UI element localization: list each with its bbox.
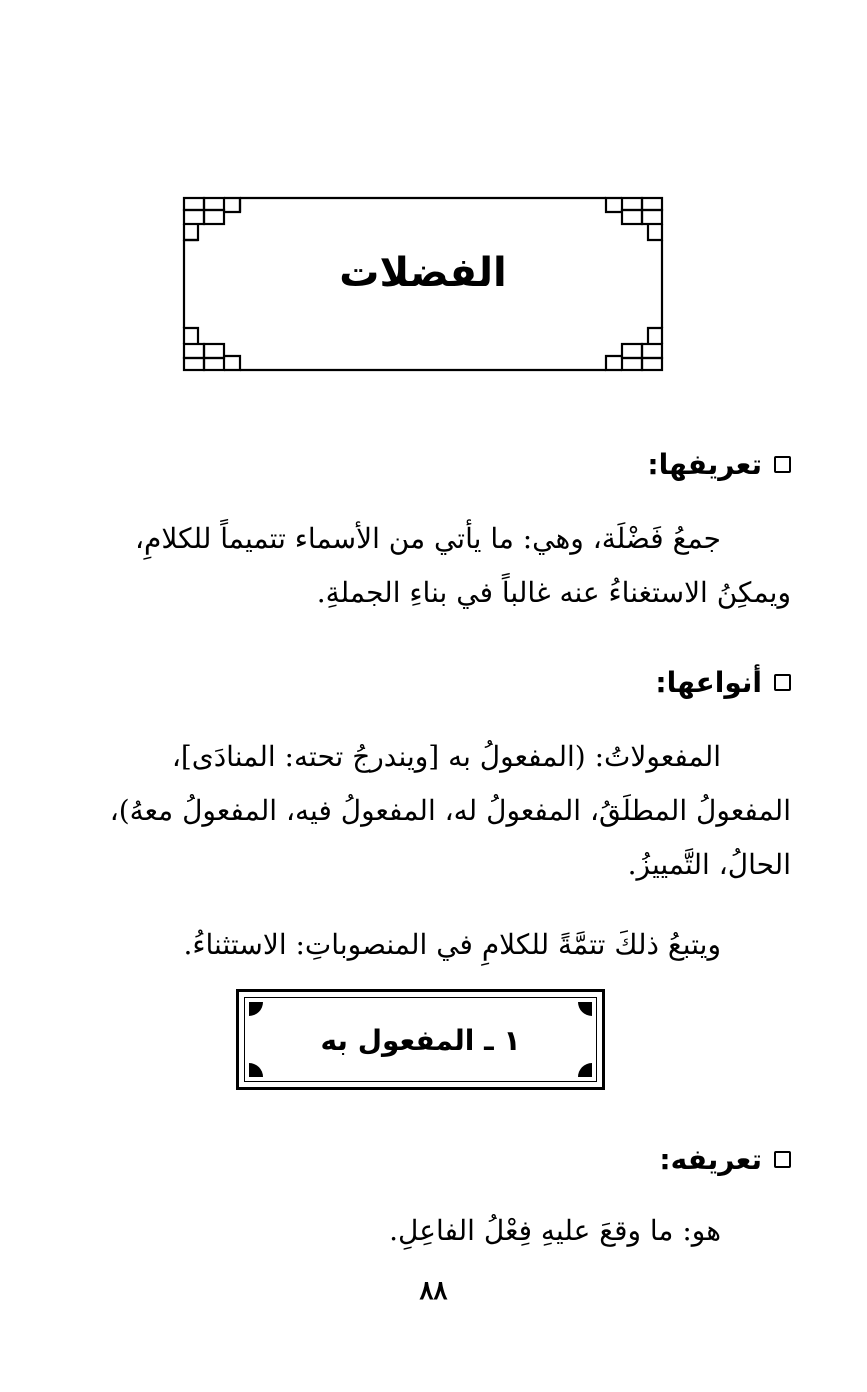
square-bullet-icon — [774, 456, 791, 473]
object-definition-heading — [659, 1143, 791, 1176]
corner-ornament-icon — [578, 1002, 592, 1016]
paragraph-line: جمعُ فَضْلَة، وهي: ما يأتي من الأسماء تتميماً للكلامِ، — [135, 522, 721, 555]
paragraph-line: ويمكِنُ الاستغناءُ عنه غالباً في بناءِ الجملةِ. — [316, 576, 791, 609]
types-heading — [655, 666, 791, 699]
paragraph-line: ويتبعُ ذلكَ تتمَّةً للكلامِ في المنصوباتِ: الاستثناءُ. — [183, 928, 721, 961]
paragraph-line: المفعولاتُ: (المفعولُ به [ويندرجُ تحته: المنادَى]، — [171, 740, 721, 773]
corner-ornament-icon — [249, 1002, 263, 1016]
corner-ornament-icon — [578, 1063, 592, 1077]
subsection-inner-border — [244, 997, 597, 1082]
chapter-title-frame — [178, 192, 668, 376]
definition-heading-label: تعريفها: — [647, 448, 762, 481]
types-heading-label: أنواعها: — [655, 666, 762, 699]
corner-ornament-icon — [249, 1063, 263, 1077]
object-definition-paragraph — [60, 1204, 791, 1258]
object-definition-heading-label: تعريفه: — [659, 1143, 762, 1176]
types-note — [60, 918, 791, 972]
types-paragraph — [60, 730, 791, 892]
chapter-title: الفضلات — [339, 250, 507, 296]
paragraph-line: المفعولُ المطلَقُ، المفعولُ له، المفعولُ فيه، المفعولُ معهُ)، — [109, 794, 791, 827]
subsection-title-box — [236, 989, 605, 1090]
subsection-title: ١ ـ المفعول به — [320, 1024, 521, 1057]
square-bullet-icon — [774, 1151, 791, 1168]
paragraph-line: الحالُ، التَّمييزُ. — [627, 848, 791, 881]
definition-paragraph — [60, 512, 791, 620]
square-bullet-icon — [774, 674, 791, 691]
paragraph-line: هو: ما وقعَ عليهِ فِعْلُ الفاعِلِ. — [389, 1214, 721, 1247]
definition-heading — [647, 448, 791, 481]
page-number: ٨٨ — [419, 1276, 448, 1306]
